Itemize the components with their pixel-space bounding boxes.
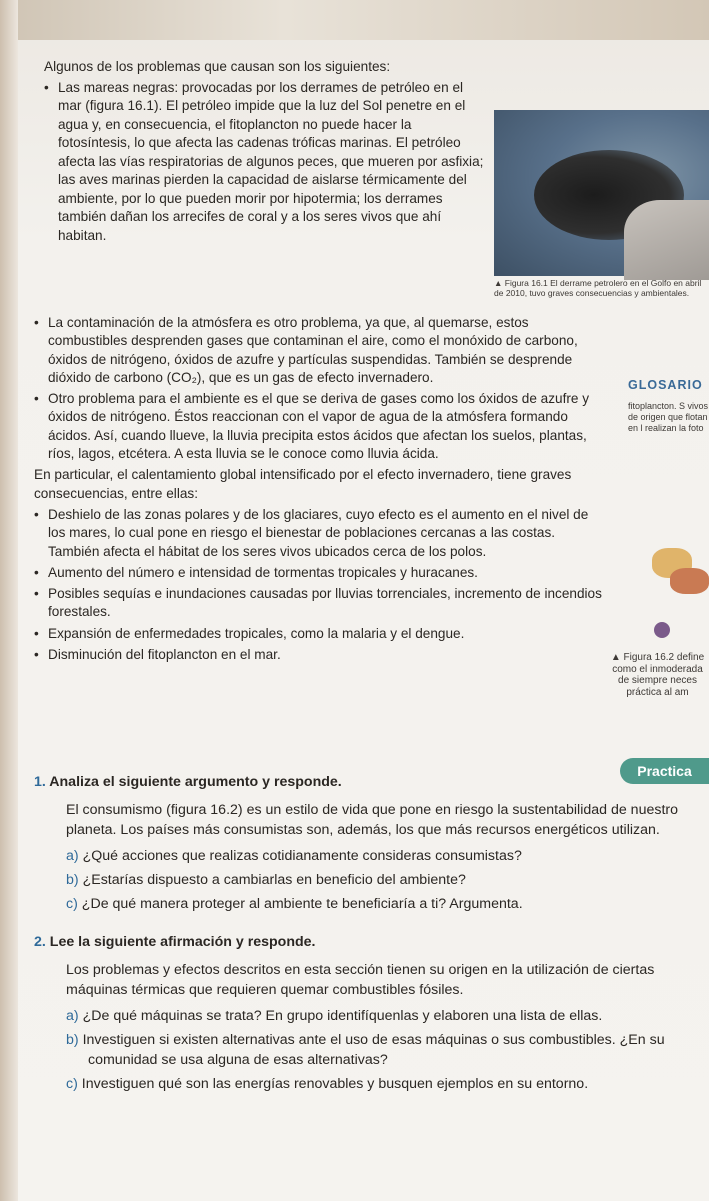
item-text: ¿Estarías dispuesto a cambiarlas en beneficio del ambiente? [82, 872, 466, 888]
consequence-sequias: • Posibles sequías e inundaciones causadas por lluvias torrenciales, incremento de incendios forestales. [34, 585, 604, 622]
item-text: Investiguen qué son las energías renovables y busquen ejemplos en su entorno. [81, 1076, 589, 1092]
figure-16-1-caption: ▲ Figura 16.1 El derrame petrolero en el Golfo en abril de 2010, tuvo graves consecuencias y ambientales. [494, 278, 702, 298]
question-1-item-a [66, 846, 694, 866]
question-2-number: 2. [34, 934, 46, 950]
item-letter: c) [66, 1076, 78, 1092]
main-text [34, 314, 604, 667]
question-1-item-b [66, 870, 694, 890]
consequence-tormentas: • Aumento del número e intensidad de tormentas tropicales y huracanes. [34, 564, 604, 582]
question-1-heading [34, 772, 694, 792]
question-2-title: Lee la siguiente afirmación y responde. [49, 934, 316, 950]
question-1 [34, 772, 694, 918]
shore-rocks [624, 200, 709, 280]
item-letter: a) [66, 848, 79, 864]
consequence-deshielo: • Deshielo de las zonas polares y de los glaciares, cuyo efecto es el aumento en el nivel de los mares, lo cual pone en riesgo el bienestar de poblaciones cercanas a las costas. También afecta el hábitat de los seres vivos ubicados cerca de los polos. [34, 506, 604, 561]
figure-16-2-caption: ▲ Figura 16.2 define como el inmoderada de siempre neces práctica al am [610, 652, 705, 698]
item-letter: c) [66, 896, 78, 912]
question-1-title: Analiza el siguiente argumento y responde. [49, 774, 342, 790]
bullet-contaminacion-atmosfera: • La contaminación de la atmósfera es otro problema, ya que, al quemarse, estos combustibles desprenden gases que contaminan el aire, como el monóxido de carbono, óxidos de nitrógeno, óxidos de azufre y partículas suspendidas. También se desprende dióxido de carbono (CO₂), que es un gas de efecto invernadero. [34, 314, 604, 387]
item-text: ¿De qué manera proteger al ambiente te beneficiaría a ti? Argumenta. [81, 896, 523, 912]
question-2-heading [34, 932, 694, 952]
item-letter: a) [66, 1008, 79, 1024]
question-1-number: 1. [34, 774, 46, 790]
item-text: Investiguen si existen alternativas ante el uso de esas máquinas o sus combustibles. ¿En su comunidad se usa alguna de esas alternativas? [82, 1032, 665, 1068]
glossary-text: fitoplancton. S vivos de origen que flotan en l realizan la foto [628, 401, 709, 433]
question-2 [34, 932, 694, 1098]
figure-16-2-illustration [646, 540, 709, 640]
figure-16-1-oil-spill-photo [494, 110, 709, 276]
item-letter: b) [66, 1032, 79, 1048]
question-2-prompt: Los problemas y efectos descritos en esta sección tienen su origen en la utilización de ciertas máquinas térmicas que requieren quemar combustibles fósiles. [66, 962, 655, 998]
glossary-title: GLOSARIO [628, 378, 703, 392]
question-2-item-b [66, 1030, 694, 1070]
intro-section [44, 58, 484, 249]
paragraph-calentamiento-global: En particular, el calentamiento global intensificado por el efecto invernadero, tiene graves consecuencias, entre ellas: [34, 467, 572, 501]
question-1-prompt: El consumismo (figura 16.2) es un estilo de vida que pone en riesgo la sustentabilidad de nuestro planeta. Los países más consumistas son, además, los que más recursos energéticos utilizan. [66, 802, 679, 838]
bullet-lluvia-acida: • Otro problema para el ambiente es el que se deriva de gases como los óxidos de azufre y óxidos de nitrógeno. Éstos reaccionan con el vapor de agua de la atmósfera formando ácidos. Así, cuando llueve, la lluvia precipita estos ácidos que afectan los suelos, plantas, ríos, lagos, etcétera. A esta lluvia se le conoce como lluvia ácida. [34, 390, 604, 463]
item-text: ¿De qué máquinas se trata? En grupo identifíquenlas y elaboren una lista de ellas. [82, 1008, 603, 1024]
consequence-fitoplancton: • Disminución del fitoplancton en el mar. [34, 646, 604, 664]
question-2-item-c [66, 1074, 694, 1094]
page-top-shadow [0, 0, 709, 40]
illustration-shape [654, 622, 670, 638]
page-binding-edge [0, 0, 18, 1201]
practica-badge: Practica [620, 758, 709, 784]
item-letter: b) [66, 872, 79, 888]
question-1-item-c [66, 894, 694, 914]
item-text: ¿Qué acciones que realizas cotidianamente consideras consumistas? [82, 848, 522, 864]
glossary-box [628, 380, 709, 434]
intro-lead: Algunos de los problemas que causan son los siguientes: [44, 59, 391, 74]
bullet-mareas-negras: • Las mareas negras: provocadas por los derrames de petróleo en el mar (figura 16.1). El petróleo impide que la luz del Sol penetre en el agua y, en consecuencia, el fitoplancton no puede hacer la fotosíntesis, lo que afecta las cadenas tróficas marinas. El petróleo afecta las vías respiratorias de algunos peces, que mueren por asfixia; las aves marinas pierden la capacidad de aislarse térmicamente del ambiente, por lo que pueden morir por hipotermia; los derrames también dañan los arrecifes de coral y a los seres vivos que ahí habitan. [44, 79, 484, 246]
consequence-enfermedades: • Expansión de enfermedades tropicales, como la malaria y el dengue. [34, 625, 604, 643]
question-2-item-a [66, 1006, 694, 1026]
illustration-shape [670, 568, 709, 594]
